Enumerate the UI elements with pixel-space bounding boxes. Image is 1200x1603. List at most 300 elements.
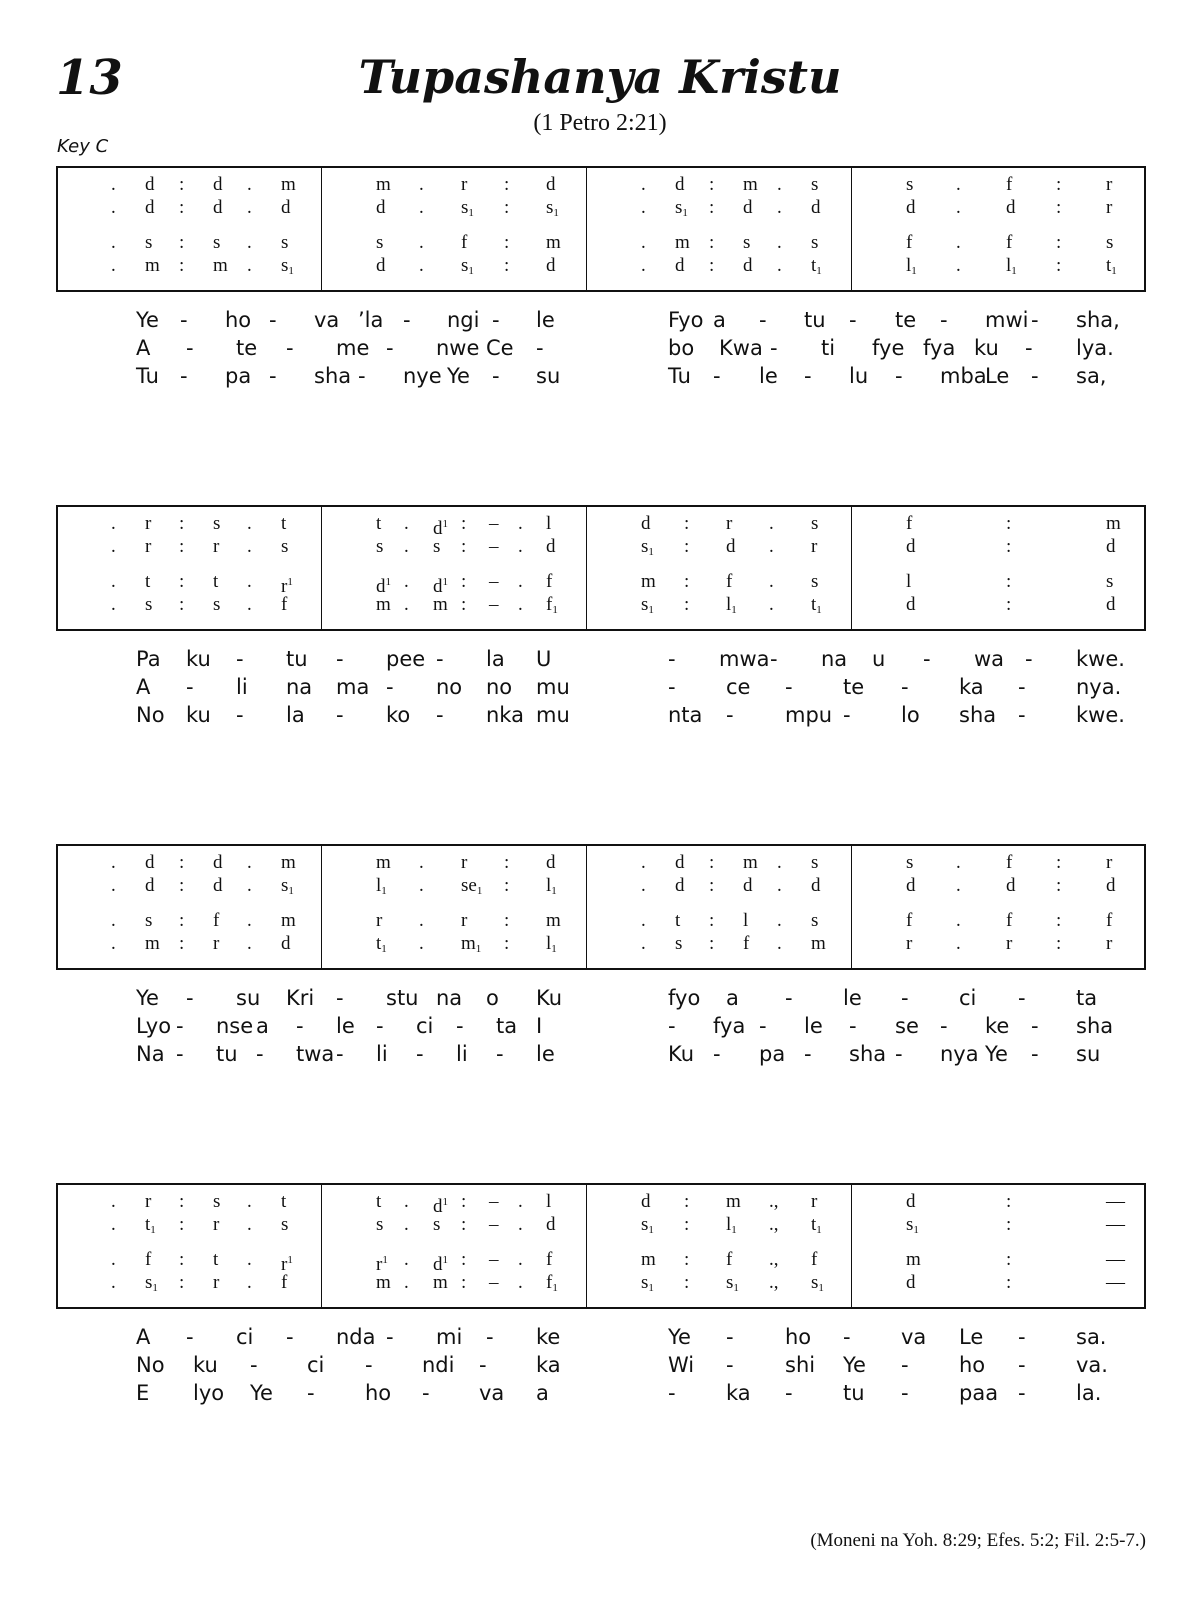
voice-part-row: [56, 1214, 1146, 1236]
syllable-hyphen: -: [1031, 1014, 1039, 1038]
lyric-syllable: le: [536, 1042, 555, 1066]
solfa-token: m: [546, 232, 561, 253]
syllable-hyphen: -: [386, 1325, 394, 1349]
lyric-syllable: Ye: [447, 364, 470, 388]
solfa-token: .: [111, 255, 116, 276]
solfa-token: :: [179, 933, 185, 954]
solfa-token: .: [111, 571, 116, 592]
lyric-syllable: wa: [974, 647, 1005, 671]
lyric-syllable: Wi: [668, 1353, 695, 1377]
solfa-token: .: [247, 910, 252, 931]
lyric-syllable: ko: [386, 703, 411, 727]
cross-references: (Moneni na Yoh. 8:29; Efes. 5:2; Fil. 2:5-7.): [810, 1530, 1146, 1551]
syllable-hyphen: -: [186, 986, 194, 1010]
syllable-hyphen: -: [759, 308, 767, 332]
lyric-syllable: ku: [193, 1353, 218, 1377]
solfa-token: :: [504, 255, 510, 276]
solfa-token: —: [1106, 1272, 1125, 1293]
lyric-syllable: la.: [1076, 1381, 1102, 1405]
solfa-token: :: [709, 197, 715, 218]
lyric-syllable: E: [136, 1381, 150, 1405]
lyric-line-verse-2: [56, 334, 1146, 362]
lyric-syllable: A: [136, 336, 151, 360]
lyric-syllable: Ku: [668, 1042, 695, 1066]
solfa-token: .: [247, 852, 252, 873]
lyric-line-verse-3: [56, 1379, 1146, 1407]
solfa-token: m: [145, 933, 160, 954]
solfa-token: f: [281, 1272, 288, 1293]
lyric-syllable: I: [536, 1014, 543, 1038]
syllable-hyphen: -: [186, 1325, 194, 1349]
syllable-hyphen: -: [1025, 647, 1033, 671]
solfa-token: :: [1006, 571, 1012, 592]
solfa-token: f: [281, 594, 288, 615]
solfa-token: .: [111, 910, 116, 931]
lyric-syllable: ci: [236, 1325, 254, 1349]
solfa-token: $s_1$: [546, 197, 559, 219]
solfa-token: .: [777, 232, 782, 253]
solfa-token: r: [1106, 174, 1113, 195]
solfa-token: .: [247, 594, 252, 615]
hymn-number: 13: [56, 50, 123, 106]
syllable-hyphen: -: [486, 1325, 494, 1349]
solfa-token: d: [546, 852, 556, 873]
lyric-syllable: te: [843, 675, 865, 699]
solfa-token: :: [179, 1214, 185, 1235]
syllable-hyphen: -: [1018, 1325, 1026, 1349]
solfa-token: r: [811, 536, 818, 557]
solfa-token: .: [404, 513, 409, 534]
lyric-syllable: nye: [403, 364, 442, 388]
lyric-syllable: le: [759, 364, 778, 388]
solfa-token: :: [179, 536, 185, 557]
lyric-syllable: ho: [225, 308, 252, 332]
solfa-token: .: [111, 1214, 116, 1235]
notation-system: [56, 844, 1146, 974]
solfa-token: s: [145, 232, 153, 253]
solfa-token: f: [145, 1249, 152, 1270]
lyric-line-verse-2: [56, 673, 1146, 701]
solfa-token: r: [145, 513, 152, 534]
solfa-token: r: [461, 910, 468, 931]
lyric-syllable: nwe: [436, 336, 480, 360]
lyric-syllable: va: [314, 308, 340, 332]
lyric-syllable: su: [1076, 1042, 1101, 1066]
lyric-syllable: Le: [959, 1325, 984, 1349]
solfa-token: r: [1106, 197, 1113, 218]
voice-part-row: [56, 513, 1146, 539]
syllable-hyphen: -: [269, 308, 277, 332]
lyric-syllable: nse: [216, 1014, 254, 1038]
syllable-hyphen: -: [1025, 336, 1033, 360]
solfa-token: d: [675, 255, 685, 276]
syllable-hyphen: -: [895, 364, 903, 388]
solfa-token: :: [179, 232, 185, 253]
solfa-token: .: [111, 232, 116, 253]
solfa-token: .: [247, 513, 252, 534]
solfa-token: $d^1$: [433, 576, 448, 597]
solfa-token: d: [675, 852, 685, 873]
solfa-token: $t_1$: [376, 933, 387, 955]
solfa-token: .: [111, 1191, 116, 1212]
solfa-token: .: [641, 232, 646, 253]
solfa-token: s: [145, 910, 153, 931]
solfa-token: m: [906, 1249, 921, 1270]
syllable-hyphen: -: [180, 364, 188, 388]
solfa-token: s: [213, 1191, 221, 1212]
syllable-hyphen: -: [176, 1042, 184, 1066]
syllable-hyphen: -: [286, 1325, 294, 1349]
solfa-token: f: [1106, 910, 1113, 931]
solfa-token: $s_1$: [811, 1272, 824, 1294]
lyric-syllable: Ku: [536, 986, 563, 1010]
lyric-syllable: shi: [785, 1353, 816, 1377]
lyric-syllable: Ye: [136, 308, 159, 332]
solfa-token: f: [213, 910, 220, 931]
lyric-syllable: te: [895, 308, 917, 332]
solfa-token: .: [777, 852, 782, 873]
solfa-token: .: [247, 536, 252, 557]
solfa-token: $se_1$: [461, 875, 483, 897]
solfa-token: $s_1$: [281, 875, 294, 897]
syllable-hyphen: -: [1018, 703, 1026, 727]
lyric-syllable: sa.: [1076, 1325, 1107, 1349]
lyric-syllable: a: [536, 1381, 549, 1405]
voice-part-row: [56, 536, 1146, 558]
lyric-syllable: na: [821, 647, 848, 671]
solfa-token: .: [956, 232, 961, 253]
lyric-line-verse-1: [56, 1323, 1146, 1351]
solfa-token: :: [179, 910, 185, 931]
lyric-syllable: ke: [536, 1325, 561, 1349]
solfa-token: .: [111, 174, 116, 195]
syllable-hyphen: -: [386, 675, 394, 699]
solfa-token: $t_1$: [1106, 255, 1117, 277]
solfa-token: :: [179, 1191, 185, 1212]
solfa-token: $l_1$: [726, 1214, 737, 1236]
syllable-hyphen: -: [186, 675, 194, 699]
solfa-token: $s_1$: [281, 255, 294, 277]
syllable-hyphen: -: [376, 1014, 384, 1038]
solfa-token: s: [811, 910, 819, 931]
solfa-token: s: [281, 232, 289, 253]
solfa-token: r: [145, 1191, 152, 1212]
lyric-syllable: lo: [901, 703, 920, 727]
syllable-hyphen: -: [436, 647, 444, 671]
solfa-token: s: [213, 594, 221, 615]
solfa-token: .: [777, 255, 782, 276]
solfa-token: $s_1$: [461, 255, 474, 277]
solfa-token: :: [1056, 852, 1062, 873]
solfa-token: m: [145, 255, 160, 276]
lyric-syllable: Ye: [985, 1042, 1008, 1066]
solfa-token: .: [419, 933, 424, 954]
lyric-line-verse-1: [56, 984, 1146, 1012]
lyric-syllable: mu: [536, 675, 570, 699]
solfa-token: :: [1056, 910, 1062, 931]
syllable-hyphen: -: [726, 1325, 734, 1349]
solfa-token: $s_1$: [726, 1272, 739, 1294]
lyric-line-verse-1: [56, 306, 1146, 334]
solfa-token: t: [281, 513, 287, 534]
solfa-token: $s_1$: [641, 1272, 654, 1294]
solfa-token: :: [709, 933, 715, 954]
solfa-token: .: [956, 197, 961, 218]
solfa-token: s: [906, 852, 914, 873]
solfa-token: s: [743, 232, 751, 253]
solfa-token: s: [811, 852, 819, 873]
lyric-syllable: ngi: [447, 308, 480, 332]
solfa-token: r: [213, 1214, 220, 1235]
syllable-hyphen: -: [843, 703, 851, 727]
solfa-token: f: [546, 1249, 553, 1270]
syllable-hyphen: -: [416, 1042, 424, 1066]
syllable-hyphen: -: [849, 308, 857, 332]
solfa-token: .: [518, 513, 523, 534]
solfa-token: f: [1006, 232, 1013, 253]
solfa-token: s: [376, 1214, 384, 1235]
solfa-token: d: [546, 255, 556, 276]
solfa-token: d: [906, 536, 916, 557]
lyric-line-verse-3: [56, 1040, 1146, 1068]
solfa-token: t: [376, 513, 382, 534]
solfa-token: .: [641, 255, 646, 276]
solfa-token: .: [518, 1272, 523, 1293]
solfa-token: .,: [769, 1191, 779, 1212]
lyric-syllable: ce: [726, 675, 751, 699]
lyric-syllable: No: [136, 1353, 165, 1377]
solfa-token: m: [281, 910, 296, 931]
solfa-token: r: [376, 910, 383, 931]
solfa-token: f: [1006, 910, 1013, 931]
solfa-token: f: [906, 513, 913, 534]
solfa-token: d: [1006, 875, 1016, 896]
syllable-hyphen: -: [236, 647, 244, 671]
notation-system: [56, 1183, 1146, 1313]
solfa-token: r: [461, 852, 468, 873]
solfa-token: :: [684, 536, 690, 557]
syllable-hyphen: -: [785, 675, 793, 699]
solfa-token: :: [1056, 174, 1062, 195]
syllable-hyphen: -: [365, 1353, 373, 1377]
solfa-token: .,: [769, 1249, 779, 1270]
lyric-syllable: no: [486, 675, 513, 699]
voice-part-row: [56, 933, 1146, 955]
solfa-token: :: [461, 1214, 467, 1235]
syllable-hyphen: -: [492, 364, 500, 388]
solfa-token: d: [1006, 197, 1016, 218]
solfa-token: s: [213, 232, 221, 253]
lyric-syllable: tu: [843, 1381, 865, 1405]
solfa-token: :: [1056, 875, 1062, 896]
lyric-syllable: tu: [286, 647, 308, 671]
lyric-syllable: le: [336, 1014, 355, 1038]
syllable-hyphen: -: [180, 308, 188, 332]
solfa-token: .: [956, 933, 961, 954]
solfa-token: f: [546, 571, 553, 592]
lyric-syllable: ka: [726, 1381, 751, 1405]
syllable-hyphen: -: [1018, 675, 1026, 699]
lyric-syllable: paa: [959, 1381, 999, 1405]
solfa-token: .: [777, 875, 782, 896]
lyric-syllable: U: [536, 647, 552, 671]
solfa-token: .: [111, 852, 116, 873]
solfa-token: r: [726, 513, 733, 534]
solfa-token: d: [145, 875, 155, 896]
syllable-hyphen: -: [422, 1381, 430, 1405]
solfa-token: s: [433, 536, 441, 557]
solfa-token: –: [489, 513, 499, 534]
solfa-token: m: [641, 571, 656, 592]
solfa-token: r: [213, 1272, 220, 1293]
lyric-syllable: o: [486, 986, 499, 1010]
solfa-token: $t_1$: [811, 594, 822, 616]
solfa-token: $s_1$: [906, 1214, 919, 1236]
lyric-syllable: lya.: [1076, 336, 1114, 360]
solfa-token: .: [111, 513, 116, 534]
lyric-syllable: ku: [186, 647, 211, 671]
solfa-token: f: [743, 933, 750, 954]
solfa-token: m: [433, 594, 448, 615]
solfa-token: $l_1$: [546, 875, 557, 897]
solfa-token: .: [641, 933, 646, 954]
solfa-token: m: [641, 1249, 656, 1270]
solfa-token: .: [769, 594, 774, 615]
solfa-token: .: [518, 1249, 523, 1270]
solfa-token: –: [489, 1214, 499, 1235]
lyric-syllable: ka: [536, 1353, 561, 1377]
solfa-token: d: [376, 197, 386, 218]
solfa-token: :: [504, 910, 510, 931]
solfa-token: f: [1006, 174, 1013, 195]
solfa-token: :: [461, 536, 467, 557]
solfa-token: d: [641, 1191, 651, 1212]
solfa-token: m: [433, 1272, 448, 1293]
solfa-token: $r^1$: [376, 1254, 388, 1275]
solfa-token: m: [213, 255, 228, 276]
solfa-token: r: [213, 933, 220, 954]
solfa-token: r: [811, 1191, 818, 1212]
solfa-token: d: [1106, 536, 1116, 557]
solfa-token: $s_1$: [461, 197, 474, 219]
syllable-hyphen: -: [336, 703, 344, 727]
solfa-token: f: [811, 1249, 818, 1270]
solfa-token: .: [956, 875, 961, 896]
lyric-syllable: Pa: [136, 647, 161, 671]
lyric-syllable: mi: [436, 1325, 463, 1349]
solfa-token: .: [247, 875, 252, 896]
solfa-token: :: [1006, 536, 1012, 557]
solfa-token: .: [404, 536, 409, 557]
lyric-syllable: nya.: [1076, 675, 1122, 699]
lyric-syllable: nda: [336, 1325, 376, 1349]
solfa-token: :: [461, 1249, 467, 1270]
lyric-syllable: se: [895, 1014, 919, 1038]
lyric-syllable: ho: [785, 1325, 812, 1349]
solfa-token: d: [1106, 875, 1116, 896]
syllable-hyphen: -: [901, 675, 909, 699]
solfa-token: d: [906, 875, 916, 896]
solfa-token: :: [179, 1249, 185, 1270]
syllable-hyphen: -: [668, 1014, 676, 1038]
solfa-token: .: [419, 232, 424, 253]
solfa-token: s: [811, 571, 819, 592]
syllable-hyphen: -: [713, 364, 721, 388]
lyric-line-verse-1: [56, 645, 1146, 673]
solfa-token: :: [179, 571, 185, 592]
solfa-token: $l_1$: [1006, 255, 1017, 277]
solfa-token: l: [546, 513, 552, 534]
syllable-hyphen: -: [436, 703, 444, 727]
lyric-syllable: mwi: [985, 308, 1029, 332]
lyric-line-verse-3: [56, 701, 1146, 729]
lyric-syllable: Kri: [286, 986, 315, 1010]
solfa-token: –: [489, 571, 499, 592]
syllable-hyphen: -: [250, 1353, 258, 1377]
solfa-token: .: [404, 594, 409, 615]
solfa-token: r: [145, 536, 152, 557]
solfa-token: d: [145, 852, 155, 873]
syllable-hyphen: -: [496, 1042, 504, 1066]
solfa-token: d: [743, 875, 753, 896]
lyric-syllable: nya: [940, 1042, 979, 1066]
solfa-token: :: [1006, 1272, 1012, 1293]
solfa-token: m: [376, 1272, 391, 1293]
solfa-token: d: [281, 197, 291, 218]
solfa-token: .,: [769, 1272, 779, 1293]
voice-part-row: [56, 174, 1146, 196]
solfa-token: :: [504, 852, 510, 873]
voice-part-row: [56, 910, 1146, 932]
lyric-syllable: va.: [1076, 1353, 1108, 1377]
lyric-syllable: sa,: [1076, 364, 1107, 388]
solfa-token: l: [743, 910, 749, 931]
solfa-token: s: [145, 594, 153, 615]
lyric-syllable: Tu: [136, 364, 159, 388]
syllable-hyphen: -: [492, 308, 500, 332]
solfa-token: :: [709, 255, 715, 276]
solfa-token: $d^1$: [433, 1254, 448, 1275]
solfa-token: $d^1$: [433, 1196, 448, 1217]
solfa-token: :: [684, 1191, 690, 1212]
solfa-token: :: [709, 852, 715, 873]
solfa-token: m: [743, 174, 758, 195]
solfa-token: :: [1056, 232, 1062, 253]
lyric-syllable: ’la: [358, 308, 384, 332]
solfa-token: d: [743, 197, 753, 218]
lyric-syllable: A: [136, 675, 151, 699]
lyric-syllable: na: [286, 675, 313, 699]
lyric-syllable: twa: [296, 1042, 335, 1066]
solfa-token: t: [376, 1191, 382, 1212]
solfa-token: s: [376, 232, 384, 253]
lyric-syllable: mu: [536, 703, 570, 727]
hymn-title: Tupashanya Kristu: [358, 50, 842, 104]
syllable-hyphen: -: [456, 1014, 464, 1038]
solfa-token: :: [461, 513, 467, 534]
solfa-token: :: [179, 513, 185, 534]
solfa-token: —: [1106, 1249, 1125, 1270]
solfa-token: .: [247, 933, 252, 954]
solfa-token: .: [247, 174, 252, 195]
lyric-syllable: ho: [959, 1353, 986, 1377]
notation-system: [56, 505, 1146, 635]
solfa-token: d: [641, 513, 651, 534]
syllable-hyphen: -: [901, 1381, 909, 1405]
solfa-token: :: [709, 910, 715, 931]
lyric-syllable: Le: [985, 364, 1010, 388]
solfa-token: t: [213, 1249, 219, 1270]
